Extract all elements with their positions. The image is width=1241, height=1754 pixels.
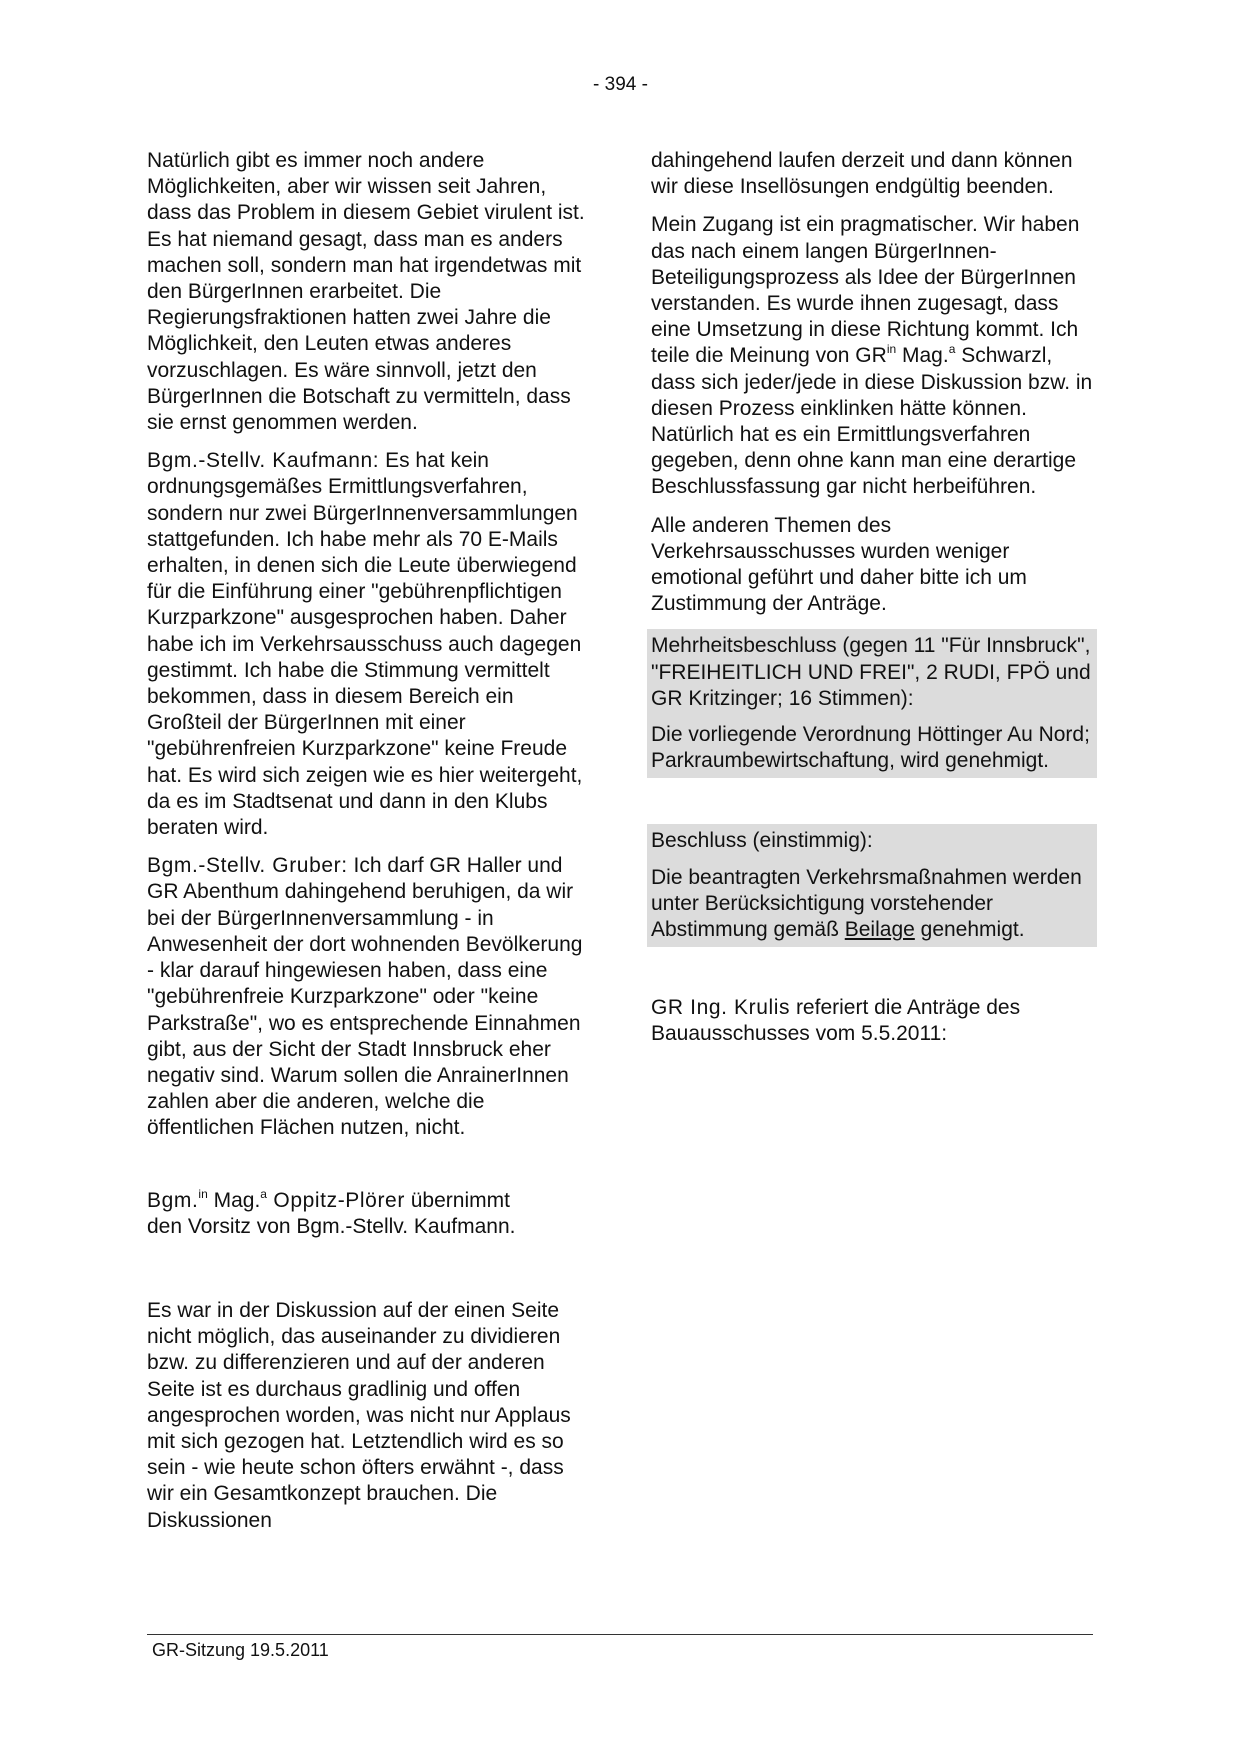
paragraph: Alle anderen Themen des Verkehrsausschusses wurden weniger emotional geführt und daher bitte ich um Zustimmung der Anträge. (651, 513, 1027, 616)
note-text: übernimmt (404, 1188, 510, 1212)
resolution-title: Mehrheitsbeschluss (gegen 11 "Für Innsbruck", "FREIHEITLICH UND FREI", 2 RUDI, FPÖ und GR Kritzinger; 16 Stimmen): (651, 634, 1091, 710)
resolution-text (651, 865, 1093, 944)
speaker-title: Mag. (207, 1188, 261, 1212)
beilage-link[interactable]: Beilage (844, 918, 915, 942)
speech-text: Mag. (896, 344, 949, 368)
footer-divider (147, 1634, 1093, 1635)
chair-change-note (147, 1188, 587, 1240)
paragraph (651, 995, 1093, 1047)
resolution-text-part: genehmigt. (914, 918, 1025, 942)
speaker-name: Bgm.-Stellv. Kaufmann: (147, 449, 380, 473)
speaker-name: Bgm.-Stellv. Gruber: (147, 854, 348, 878)
speech-text: Ich darf GR Haller und GR Abenthum dahingehend beruhigen, da wir bei der BürgerInnenversammlung - in Anwesenheit der dort wohnenden Bevölkerung - klar darauf hingewiesen haben, dass eine "gebührenfreie Kurzparkzone" oder "keine Parkstraße", wo es entsprechende Einnahmen gibt, aus der Sicht der Stadt Innsbruck eher negativ sind. Warum sollen die AnrainerInnen zahlen aber die anderen, welche die öffentlichen Flächen nutzen, nicht. (147, 854, 583, 1140)
paragraph: dahingehend laufen derzeit und dann können wir diese Insellösungen endgültig beenden. (651, 149, 1073, 199)
resolution-title: Beschluss (einstimmig): (651, 829, 873, 853)
resolution-box-unanimous (647, 824, 1097, 947)
resolution-text-part: Die beantragten Verkehrsmaßnahmen werden unter Berücksichtigung vorstehender Abstimmung gemäß (651, 865, 1082, 942)
speaker-name: Oppitz-Plörer (266, 1188, 405, 1212)
speaker-title: Bgm. (147, 1188, 199, 1212)
speech-text: referiert die Anträge des Bauausschusses vom 5.5.2011: (651, 996, 1021, 1046)
paragraph: Es war in der Diskussion auf der einen Seite nicht möglich, das auseinander zu dividieren bzw. zu differenzieren und auf der anderen Seite ist es durchaus gradlinig und offen angesprochen worden, was nicht nur Applaus mit sich gezogen hat. Letztendlich wird es so sein - wie heute schon öfters erwähnt -, dass wir ein Gesamtkonzept brauchen. Die Diskussionen (147, 1298, 571, 1532)
left-column (147, 148, 587, 1546)
page-number: - 394 - (593, 74, 648, 95)
superscript: a (260, 1186, 267, 1201)
paragraph (147, 853, 587, 1141)
note-text: den Vorsitz von Bgm.-Stellv. Kaufmann. (147, 1214, 516, 1238)
speech-text: Mein Zugang ist ein pragmatischer. Wir haben das nach einem langen BürgerInnen-Beteiligungsprozess als Idee der BürgerInnen verstanden. Es wurde ihnen zugesagt, dass eine Umsetzung in diese Richtung kommt. Ich teile die Meinung von GR (651, 213, 1080, 368)
speaker-name: GR Ing. Krulis (651, 996, 791, 1020)
superscript: in (886, 342, 897, 357)
paragraph (147, 448, 587, 841)
footer-session-date: GR-Sitzung 19.5.2011 (152, 1640, 329, 1660)
superscript: in (198, 1186, 208, 1201)
resolution-box-majority (647, 629, 1097, 778)
speech-text: Es hat kein ordnungsgemäßes Ermittlungsverfahren, sondern nur zwei BürgerInnenversammlungen stattgefunden. Ich habe mehr als 70 E-Mails erhalten, in denen sich die Leute überwiegend für die Einführung einer "gebührenpflichtigen Kurzparkzone" ausgesprochen haben. Daher habe ich im Verkehrsausschuss auch dagegen gestimmt. Ich habe die Stimmung vermittelt bekommen, dass in diesem Bereich ein Großteil der BürgerInnen mit einer "gebührenfreien Kurzparkzone" keine Freude hat. Es wird sich zeigen wie es hier weitergeht, da es im Stadtsenat und dann in den Klubs beraten wird. (147, 449, 583, 840)
paragraph: Natürlich gibt es immer noch andere Möglichkeiten, aber wir wissen seit Jahren, dass das Problem in diesem Gebiet virulent ist. Es hat niemand gesagt, dass man es anders machen soll, sondern man hat irgendetwas mit den BürgerInnen erarbeitet. Die Regierungsfraktionen hatten zwei Jahre die Möglichkeit, den Leuten etwas anderes vorzuschlagen. Es wäre sinnvoll, jetzt den BürgerInnen die Botschaft zu vermitteln, dass sie ernst genommen werden. (147, 149, 585, 435)
right-column (651, 148, 1093, 1060)
speech-text: Schwarzl, dass sich jeder/jede in diese Diskussion bzw. in diesen Prozess einklinken hätte können. Natürlich hat es ein Ermittlungsverfahren gegeben, denn ohne kann man eine derartige Beschlussfassung gar nicht herbeiführen. (651, 344, 1093, 499)
paragraph (651, 212, 1093, 500)
resolution-text: Die vorliegende Verordnung Höttinger Au Nord; Parkraumbewirtschaftung, wird genehmigt. (651, 723, 1090, 773)
superscript: a (948, 342, 956, 357)
